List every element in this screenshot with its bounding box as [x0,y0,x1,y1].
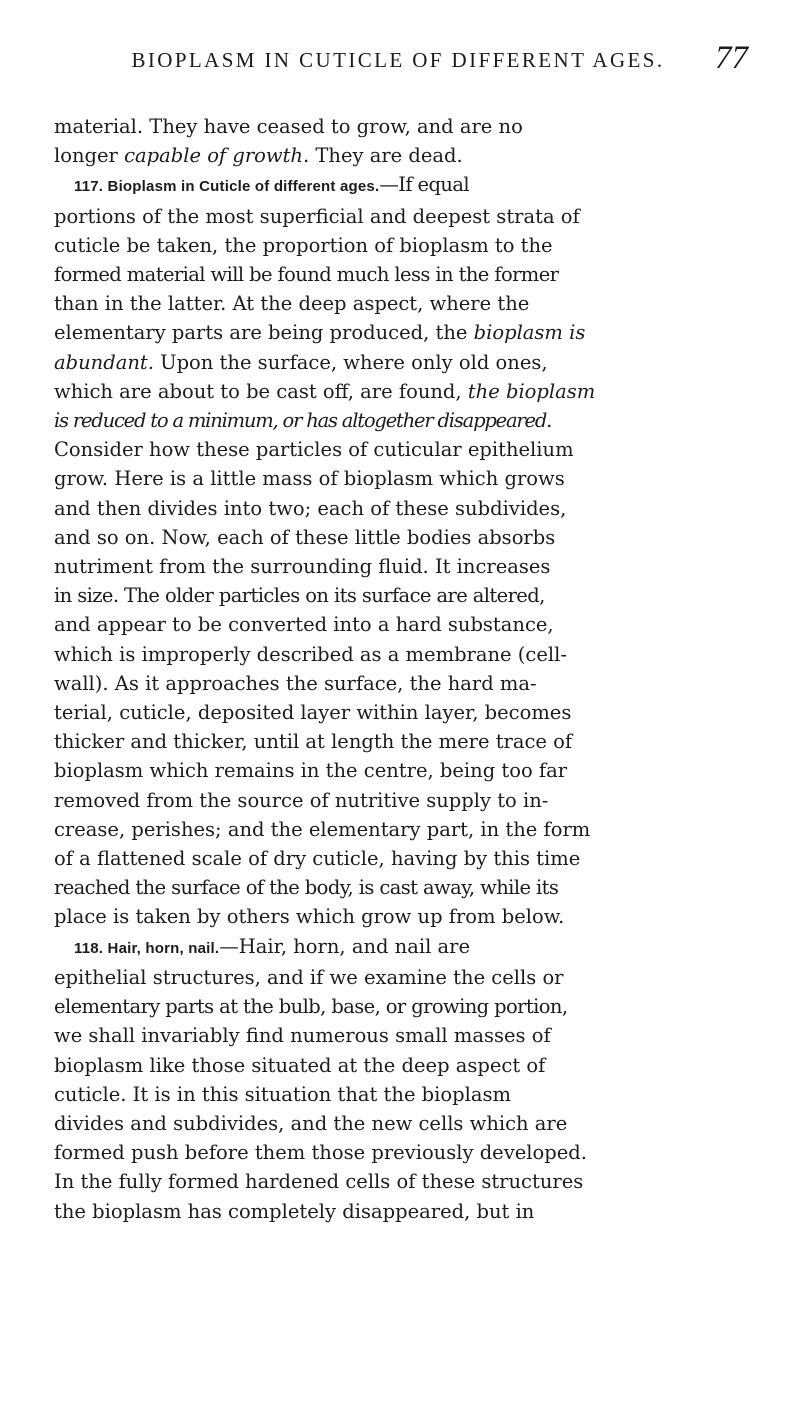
text-line: portions of the most superficial and deepest strata of [54,204,580,228]
text-line: 117. Bioplasm in Cuticle of different ages.—If equal [74,173,470,197]
italic-phrase: capable of growth. [124,144,310,168]
text-line: bioplasm which remains in the centre, being too far [54,759,568,783]
page-number: 77 [715,40,748,76]
text-line: we shall invariably find numerous small masses of [54,1024,551,1048]
text-line: and so on. Now, each of these little bodies absorbs [54,525,556,549]
text-line: crease, perishes; and the elementary part, in the form [54,817,591,841]
italic-phrase: is reduced to a minimum, or has altogether disappeared. [54,409,552,433]
text-line: Consider how these particles of cuticular epithelium [54,438,574,462]
running-title: BIOPLASM IN CUTICLE OF DIFFERENT AGES. [131,48,665,72]
text-line: epithelial structures, and if we examine the cells or [54,965,564,989]
italic-phrase: bioplasm is [473,321,586,345]
italic-phrase: the bioplasm [467,379,596,403]
text-line: nutriment from the surrounding fluid. It increases [54,555,551,579]
text-line: 118. Hair, horn, nail.—Hair, horn, and nail are [74,934,471,958]
text-line: cuticle. It is in this situation that the bioplasm [54,1082,511,1106]
text-line: grow. Here is a little mass of bioplasm which grows [54,467,565,491]
text-line: elementary parts at the bulb, base, or growing portion, [54,995,568,1019]
text-line: removed from the source of nutritive supply to in- [54,788,549,812]
text-line: abundant. Upon the surface, where only old ones, [54,350,548,374]
text-line: material. They have ceased to grow, and are no [54,115,523,138]
text-line: than in the latter. At the deep aspect, where the [54,292,530,316]
section-heading-117: 117. Bioplasm in Cuticle of different ages. [74,178,380,196]
text-line: in size. The older particles on its surface are altered, [54,584,545,608]
text-line: cuticle be taken, the proportion of bioplasm to the [54,233,553,257]
text-line: place is taken by others which grow up from below. [54,905,565,929]
running-head [112,42,752,78]
text-line: and then divides into two; each of these subdivides, [54,496,567,520]
text-line: elementary parts are being produced, the bioplasm is [54,321,586,345]
text-line: terial, cuticle, deposited layer within layer, becomes [54,701,572,725]
text-line: which are about to be cast off, are found, the bioplasm [54,379,596,403]
text-line: and appear to be converted into a hard substance, [54,613,554,637]
text-line: the bioplasm has completely disappeared, but in [54,1199,535,1223]
text-line: thicker and thicker, until at length the mere trace of [54,730,573,754]
text-line: In the fully formed hardened cells of these structures [54,1170,584,1194]
text-line: of a flattened scale of dry cuticle, having by this time [54,847,581,871]
text-line: divides and subdivides, and the new cells which are [54,1111,568,1135]
section-heading-118: 118. Hair, horn, nail. [74,939,220,957]
text-line: which is improperly described as a membrane (cell- [54,642,567,666]
italic-phrase: abundant. [54,350,154,374]
text-line [54,406,748,435]
text-line: bioplasm like those situated at the deep aspect of [54,1053,546,1077]
text-line: formed push before them those previously developed. [54,1141,587,1165]
text-line: reached the surface of the body, is cast away, while its [54,876,559,900]
text-line: longer capable of growth. They are dead. [54,144,463,168]
text-line: formed material will be found much less in the former [54,263,559,287]
body-text [54,112,748,1226]
text-line: wall). As it approaches the surface, the hard ma- [54,671,537,695]
